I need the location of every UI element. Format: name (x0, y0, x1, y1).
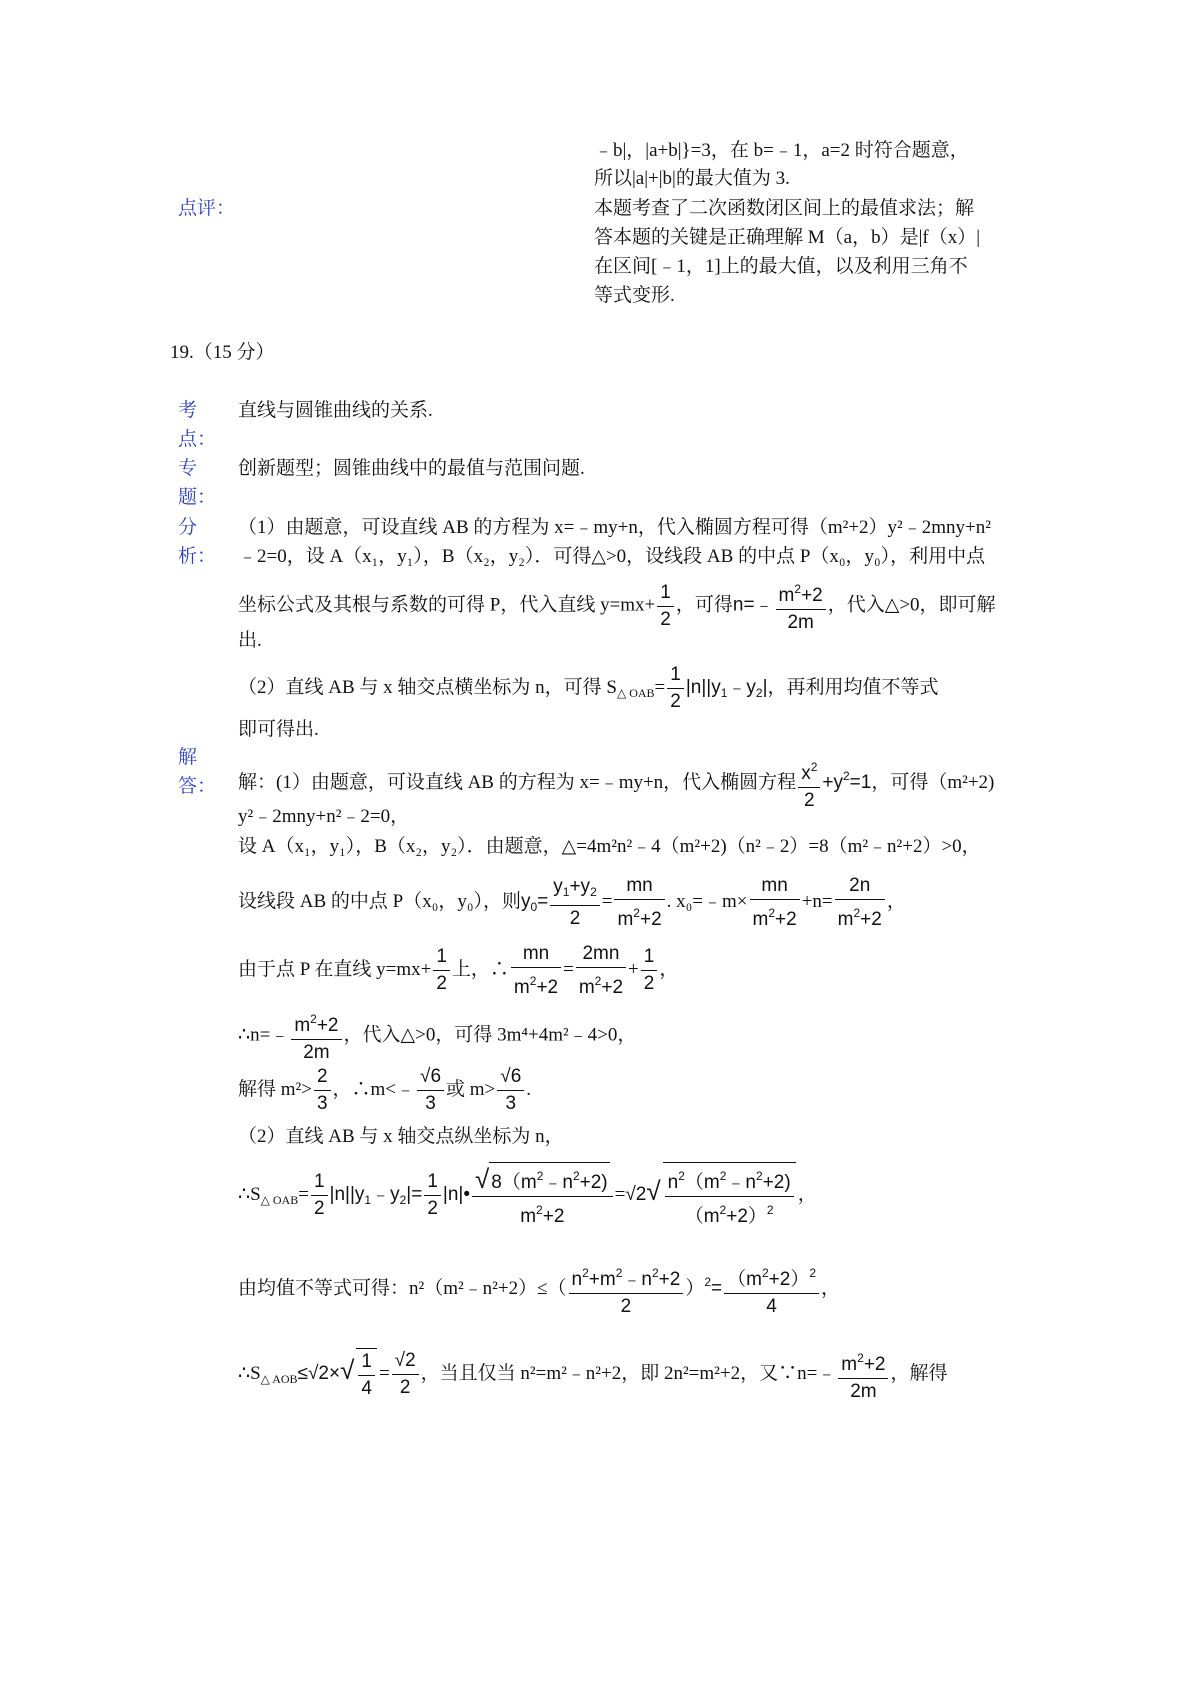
fenxi-line-5b: ，再利用均值不等式 (767, 677, 939, 698)
solution-line-11a: ∴S (238, 1363, 261, 1384)
prev-line-2: 所以|a|+|b|的最大值为 3. (594, 168, 790, 189)
jieda-label-1: 解 (178, 747, 198, 768)
solution-line-10: 由均值不等式可得：n²（m²﹣n²+2）≤（ $\frac{n^2+m^2﹣n^2+2}{2}$ ）$^2$= $\frac{(m^2+2)^2}{4}$ ， (238, 1252, 840, 1320)
zhuanti-label-2: 题： (178, 487, 217, 508)
solution-line-7c: 或 m> (446, 1079, 496, 1100)
fraction-n2m2-over-2: $\frac{n^2+m^2﹣n^2+2}{2}$ (569, 1260, 684, 1320)
fraction-m2plus2-over-2m-c: $\frac{m^2+2}{2m}$ (838, 1345, 888, 1405)
comment-line-2: 答本题的关键是正确理解 M（a，b）是|f（x）| (594, 227, 981, 248)
solution-line-6 (238, 1006, 636, 1066)
n-equals: n=﹣ (732, 594, 774, 616)
fraction-sqrt8-over-m2plus2: $\frac{√ 8(m^2﹣n^2+2)}{m^2+2}$ (472, 1162, 613, 1230)
fraction-half-5: $\frac{1}{2}$ (311, 1169, 328, 1222)
kaodian-label-2: 点： (178, 429, 217, 450)
jieda-label-2: 答： (178, 776, 217, 797)
abs-n-y1-y2: $|n||y_1﹣y_2|$ (685, 677, 768, 700)
solution-line-8: （2）直线 AB 与 x 轴交点纵坐标为 n， (238, 1126, 564, 1147)
sqrt2-sqrt-fraction: √2 (625, 1184, 647, 1205)
fenxi-label-2: 析： (178, 546, 217, 567)
fenxi-line-5: （2）直线 AB 与 x 轴交点横坐标为 n，可得 $S_{\triangle OAB}=$ $\frac{1}{2}$ $|n||y_1﹣y_2|$，再利用均值不等式 (238, 660, 939, 721)
fenxi-line-6: 即可得出. (238, 719, 319, 740)
zhuanti-text: 创新题型；圆锥曲线中的最值与范围问题. (238, 458, 585, 479)
fenxi-label-1: 分 (178, 517, 198, 538)
fraction-half-2: $\frac{1}{2}$ (667, 662, 684, 715)
fraction-1-over-4: $\frac{1}{4}$ (356, 1348, 377, 1402)
fraction-y1y2-over-2: $\frac{y_1+y_2}{2}$ (550, 874, 599, 932)
solution-line-7a: 解得 m²> (238, 1079, 312, 1100)
solution-line-1b: ，可得（m²+2) (871, 772, 995, 793)
fraction-half: $\frac{1}{2}$ (657, 580, 674, 633)
solution-line-6a: ∴n=﹣ (238, 1024, 290, 1046)
kaodian-text: 直线与圆锥曲线的关系. (238, 400, 433, 421)
fraction-n2-over-m2plus2-squared: $\frac{n^2(m^2﹣n^2+2)}{(m^2+2)^2}$ (663, 1162, 796, 1230)
close-paren-squared: ）$^2$= (685, 1275, 723, 1299)
fenxi-line-1: （1）由题意，可设直线 AB 的方程为 x=﹣my+n，代入椭圆方程可得（m²+2）y²﹣2mny+n² (238, 517, 991, 538)
solution-line-9a: ∴S (238, 1184, 261, 1205)
solution-line-11c: ，解得 (890, 1363, 948, 1384)
solution-line-2: y²﹣2mny+n²﹣2=0， (238, 806, 410, 827)
fenxi-line-5a: （2）直线 AB 与 x 轴交点横坐标为 n，可得 S (238, 677, 617, 698)
fenxi-line-3c: ，代入△>0，即可解 (827, 594, 996, 616)
comment-line-3: 在区间[﹣1，1]上的最大值，以及利用三角不 (594, 256, 968, 277)
radical-sign: √ (646, 1176, 661, 1206)
comment-label: 点评： (178, 198, 236, 219)
fraction-half-6: $\frac{1}{2}$ (424, 1169, 441, 1222)
fraction-m2plus2-squared-over-4: $\frac{(m^2+2)^2}{4}$ (724, 1260, 819, 1320)
solution-line-5b: 上，∴ (451, 959, 509, 980)
solution-line-10a: 由均值不等式可得：n²（m²﹣n²+2）≤（ (238, 1278, 567, 1299)
fraction-2n-over-m2plus2: $\frac{2n}{m^2+2}$ (835, 873, 885, 933)
question-title: 19.（15 分） (170, 342, 275, 363)
solution-line-4a: 设线段 AB 的中点 P（x₀，y₀），则 (238, 891, 521, 912)
comment-line-1: 本题考查了二次函数闭区间上的最值求法；解 (594, 198, 975, 219)
fraction-2-over-3: $\frac{2}{3}$ (314, 1064, 331, 1117)
fraction-sqrt6-over-3-b: $\frac{√6}{3}$ (497, 1064, 524, 1117)
solution-line-9: $\therefore S_{\triangle OAB}=$ $\frac{1}{2}$ $|n||y_1﹣y_2|=$ $\frac{1}{2}$ |n|• $\frac{√ 8(m^2﹣n^2+2)}{m^2+2}$ =√2√ $\frac{n^2(m^2﹣n^2+2)}{(m^2+2)^2}$ ， (238, 1156, 817, 1235)
fenxi-line-4: 出. (238, 630, 262, 651)
solution-line-11: $\therefore S_{\triangle AOB}\le√2\times√$ $\frac{1}{4}$ = $\frac{√2}{2}$ ，当且仅当 n²=m²﹣n²+2，即 2n²=m²+2，又∵n=﹣ $\frac{m^2+2}{2m}$ ，解得 (238, 1340, 948, 1409)
solution-line-1a: 解：(1）由题意，可设直线 AB 的方程为 x=﹣my+n，代入椭圆方程 (238, 772, 797, 793)
solution-line-5: 由于点 P 在直线 y=mx+ $\frac{1}{2}$ 上，∴ $\frac{mn}{m^2+2}$ = $\frac{2mn}{m^2+2}$ + $\frac{1}{2}$ ， (238, 940, 678, 1001)
fraction-half-4: $\frac{1}{2}$ (641, 944, 658, 997)
solution-line-11b: ，当且仅当 n²=m²﹣n²+2，即 2n²=m²+2，又∵n=﹣ (420, 1363, 837, 1384)
radical-sign-2: √ (340, 1355, 355, 1385)
fenxi-line-3a: 坐标公式及其根与系数的可得 P，代入直线 y=mx+ (238, 594, 656, 616)
solution-line-7b: ，∴m<﹣ (332, 1079, 416, 1100)
solution-line-7: 解得 m²> $\frac{2}{3}$ ，∴m<﹣ $\frac{√6}{3}$ 或 m> $\frac{√6}{3}$ . (238, 1062, 531, 1118)
fraction-mn-over-m2plus2-c: $\frac{mn}{m^2+2}$ (511, 941, 561, 1001)
solution-line-6b: ，代入△>0，可得 3m⁴+4m²﹣4>0， (343, 1024, 637, 1046)
fraction-2mn-over-m2plus2: $\frac{2mn}{m^2+2}$ (576, 941, 626, 1001)
prev-line-1: ﹣b|，|a+b|}=3，在 b=﹣1，a=2 时符合题意， (594, 140, 969, 161)
fraction-mn-over-m2plus2-b: $\frac{mn}{m^2+2}$ (750, 873, 800, 933)
fenxi-line-3b: ，可得 (675, 594, 733, 616)
fenxi-line-2: ﹣2=0，设 A（x₁，y₁），B（x₂，y₂）．可得△>0，设线段 AB 的中点 P（x₀，y₀），利用中点 (238, 546, 986, 567)
solution-line-5a: 由于点 P 在直线 y=mx+ (238, 959, 432, 980)
plus-y2-eq-1: $+y^2=1$ (822, 769, 872, 793)
fraction-m2plus2-over-2m: $\frac{m^2+2}{2m}$ (776, 576, 826, 636)
y0-symbol: $y_0=$ (520, 891, 549, 914)
fraction-sqrt6-over-3: $\frac{√6}{3}$ (417, 1064, 444, 1117)
comment-line-4: 等式变形. (594, 285, 675, 306)
solution-line-4: 设线段 AB 的中点 P（x₀，y₀），则$y_0=$ $\frac{y_1+y_2}{2}$ = $\frac{mn}{m^2+2}$ . x₀=﹣m× $\frac{mn}{m^2+2}$ +n= $\frac{2n}{m^2+2}$ ， (238, 872, 906, 937)
kaodian-label-1: 考 (178, 400, 198, 421)
abs-n-y1-y2-b: $|n||y_1﹣y_2|=$ (329, 1184, 423, 1207)
fraction-half-3: $\frac{1}{2}$ (433, 944, 450, 997)
zhuanti-label-1: 专 (178, 458, 198, 479)
fenxi-line-3 (238, 576, 996, 636)
leq-sqrt2-times: ≤√2× (297, 1363, 341, 1384)
solution-line-4c: +n= (801, 891, 833, 912)
solution-line-3: 设 A（x₁，y₁），B（x₂，y₂）．由题意，△=4m²n²﹣4（m²+2)（n²﹣2）=8（m²﹣n²+2）>0， (238, 836, 981, 857)
fraction-x2-over-2: $\frac{x^2}{2}$ (798, 754, 820, 814)
fraction-m2plus2-over-2m-b: $\frac{m^2+2}{2m}$ (291, 1006, 341, 1066)
fraction-sqrt2-over-2: $\frac{√2}{2}$ (392, 1348, 419, 1401)
abs-n-dot: |n|• (442, 1184, 470, 1205)
fraction-mn-over-m2plus2: $\frac{mn}{m^2+2}$ (614, 873, 664, 933)
solution-line-4b: . x₀=﹣m× (666, 891, 748, 912)
